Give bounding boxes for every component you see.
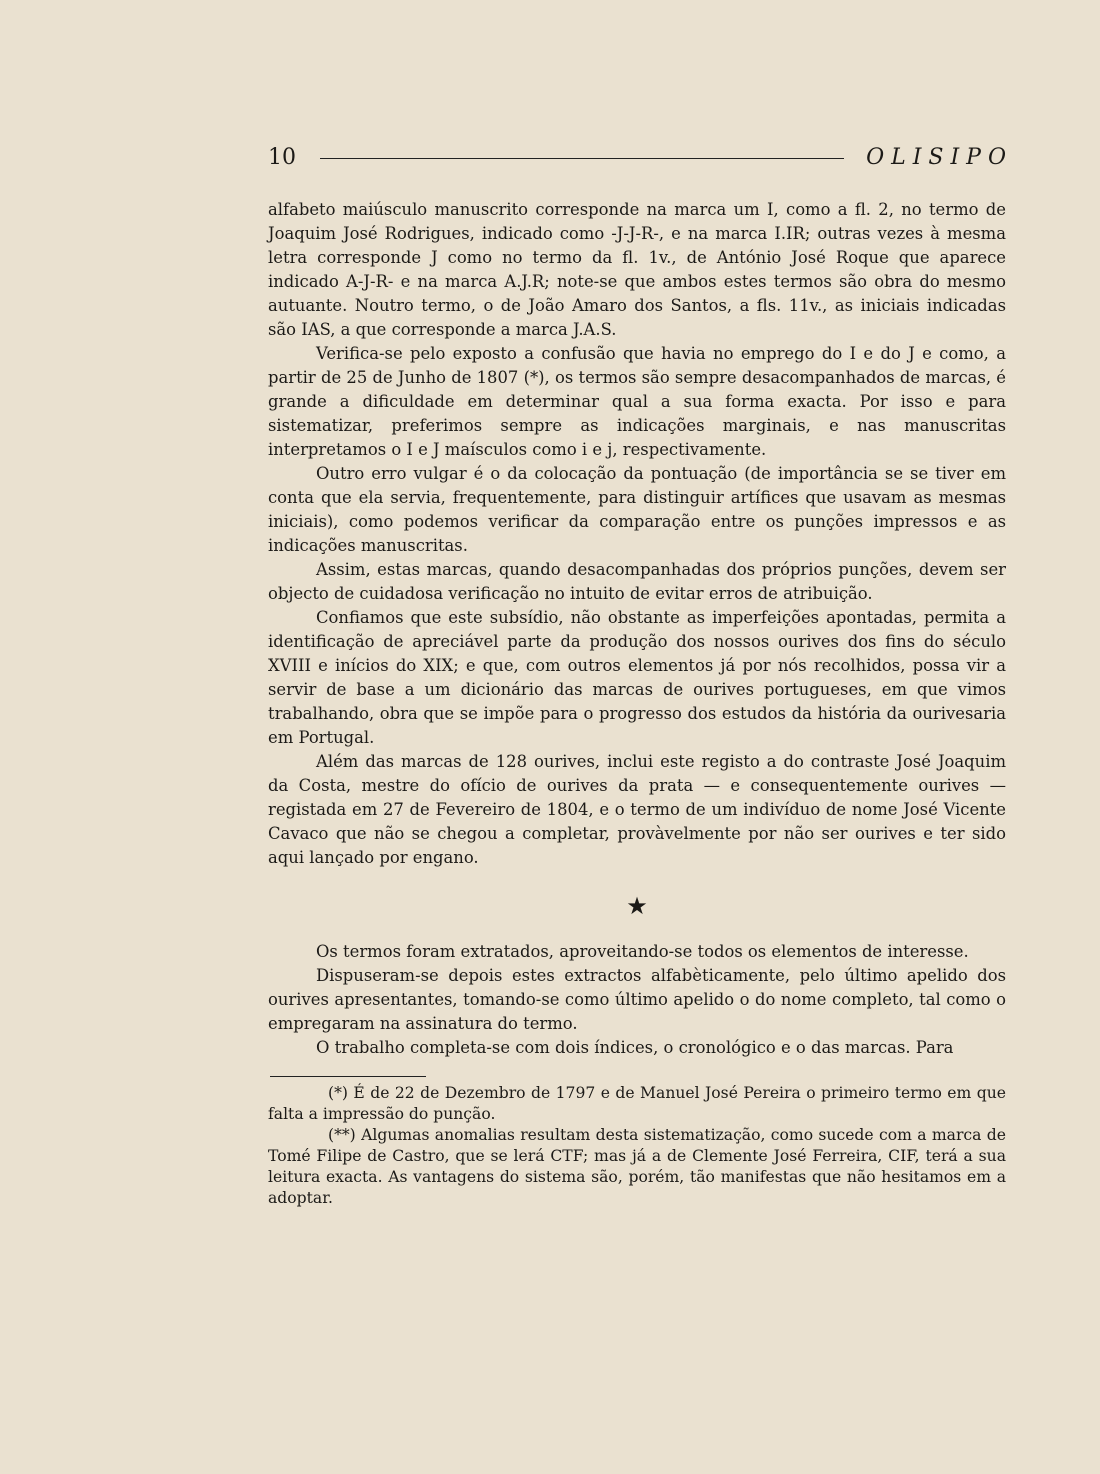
running-title: OLISIPO: [866, 144, 1013, 170]
body-text: [268, 198, 1006, 870]
paragraph: alfabeto maiúsculo manuscrito corresponde na marca um I, como a fl. 2, no termo de Joaquim José Rodrigues, indicado como -J-J-R-, e na marca I.IR; outras vezes à mesma letra corresponde J como no termo da fl. 1v., de António José Roque que aparece indicado A-J-R- e na marca A.J.R; note-se que ambos estes termos são obra do mesmo autuante. Noutro termo, o de João Amaro dos Santos, a fls. 11v., as iniciais indicadas são IAS, a que corresponde a marca J.A.S.: [268, 200, 1006, 339]
footnote: (**) Algumas anomalias resultam desta sistematização, como sucede com a marca de Tomé Filipe de Castro, que se lerá CTF; mas já a de Clemente José Ferreira, CIF, terá a sua leitura exacta. As vantagens do sistema são, porém, tão manifestas que não hesitamos em a adoptar.: [268, 1126, 1006, 1207]
paragraph: Dispuseram-se depois estes extractos alfabèticamente, pelo último apelido dos ourives apresentantes, tomando-se como último apelido o do nome completo, tal como o empregaram na assinatura do termo.: [268, 966, 1006, 1033]
paragraph: Além das marcas de 128 ourives, inclui este registo a do contraste José Joaquim da Costa, mestre do ofício de ourives da prata — e consequentemente ourives — registada em 27 de Fevereiro de 1804, e o termo de um indivíduo de nome José Vicente Cavaco que não se chegou a completar, provàvelmente por não ser ourives e ter sido aqui lançado por engano.: [268, 752, 1006, 867]
paragraph: Outro erro vulgar é o da colocação da pontuação (de importância se se tiver em conta que ela servia, frequentemente, para distinguir artífices que usavam as mesmas iniciais), como podemos verificar da comparação entre os punções impressos e as indicações manuscritas.: [268, 464, 1006, 555]
paragraph: Assim, estas marcas, quando desacompanhadas dos próprios punções, devem ser objecto de cuidadosa verificação no intuito de evitar erros de atribuição.: [268, 560, 1006, 603]
page-number: 10: [268, 144, 296, 170]
section-separator-star: ★: [626, 892, 648, 920]
footnote-rule: [270, 1076, 426, 1077]
paragraph: Os termos foram extratados, aproveitando-se todos os elementos de interesse.: [316, 942, 969, 961]
paragraph: Verifica-se pelo exposto a confusão que havia no emprego do I e do J e como, a partir de 25 de Junho de 1807 (*), os termos são sempre desacompanhados de marcas, é grande a dificuldade em determinar qual a sua forma exacta. Por isso e para sistematizar, preferimos sempre as indicações marginais, e nas manuscritas interpretamos o I e J maísculos como i e j, respectivamente.: [268, 344, 1006, 459]
body-text-continued: [268, 940, 1006, 1060]
running-header: [268, 140, 1013, 174]
paragraph: Confiamos que este subsídio, não obstante as imperfeições apontadas, permita a identificação de apreciável parte da produção dos nossos ourives dos fins do século XVIII e inícios do XIX; e que, com outros elementos já por nós recolhidos, possa vir a servir de base a um dicionário das marcas de ourives portugueses, em que vimos trabalhando, obra que se impõe para o progresso dos estudos da história da ourivesaria em Portugal.: [268, 608, 1006, 747]
footnote: (*) É de 22 de Dezembro de 1797 e de Manuel José Pereira o primeiro termo em que falta a impressão do punção.: [268, 1084, 1006, 1123]
footnotes: [268, 1083, 1006, 1209]
paragraph: O trabalho completa-se com dois índices, o cronológico e o das marcas. Para: [316, 1038, 954, 1057]
header-rule: [320, 158, 844, 159]
